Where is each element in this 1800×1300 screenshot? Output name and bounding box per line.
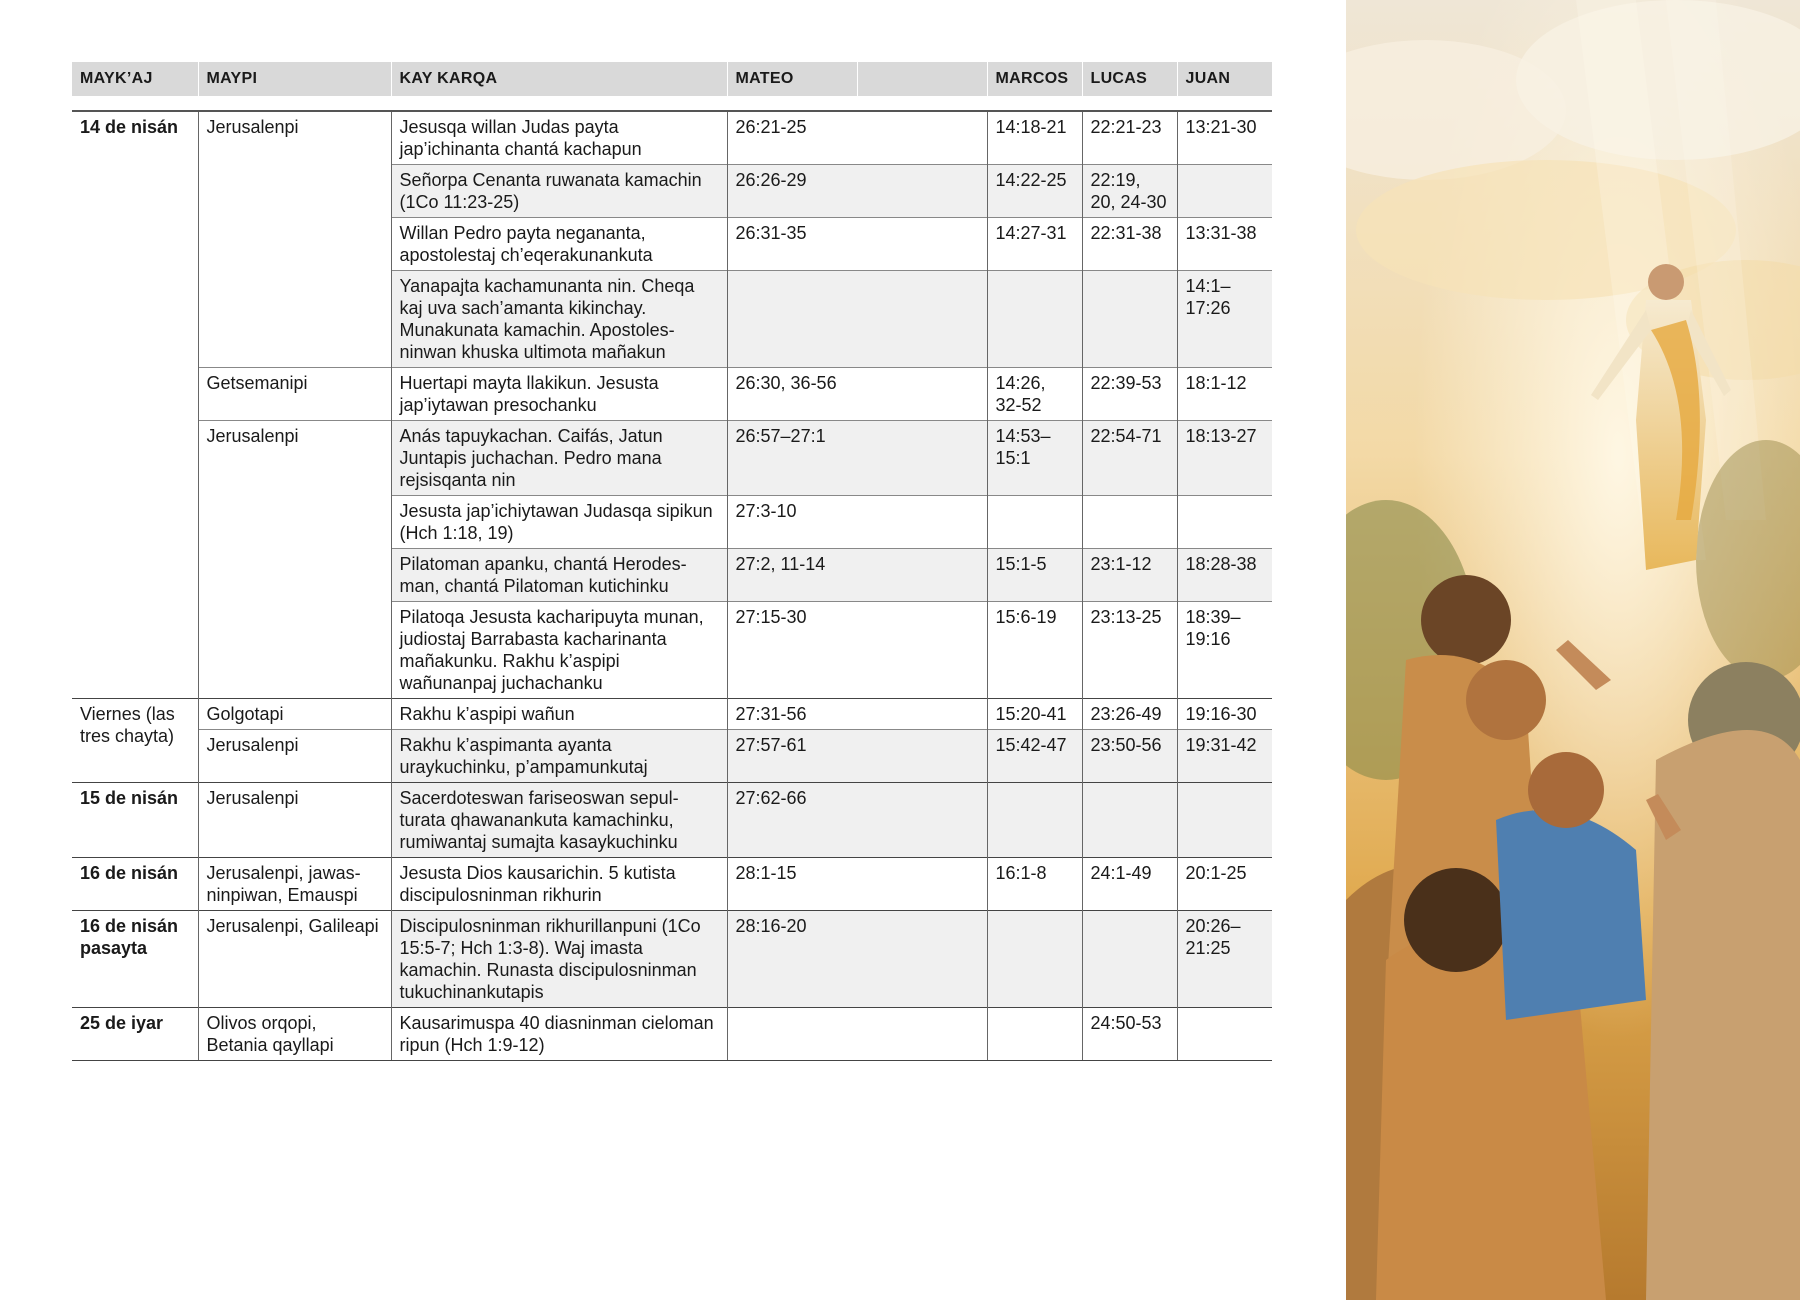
header-juan: JUAN <box>1177 62 1272 96</box>
header-date: MAYK’AJ <box>72 62 198 96</box>
juan-cell: 20:1-25 <box>1177 858 1272 911</box>
table-row <box>72 783 1272 858</box>
header-lucas: LUCAS <box>1082 62 1177 96</box>
header-marcos: MARCOS <box>987 62 1082 96</box>
mateo-cell: 26:30, 36-56 <box>727 368 987 421</box>
marcos-cell <box>987 783 1082 858</box>
marcos-cell <box>987 271 1082 368</box>
lucas-cell: 23:13-25 <box>1082 602 1177 699</box>
lucas-cell <box>1082 496 1177 549</box>
juan-cell <box>1177 783 1272 858</box>
lucas-cell: 22:21-23 <box>1082 111 1177 165</box>
juan-cell: 14:1–17:26 <box>1177 271 1272 368</box>
lucas-cell <box>1082 271 1177 368</box>
lucas-cell: 23:26-49 <box>1082 699 1177 730</box>
event-cell: Yanapajta kachamunanta nin. Cheqa kaj uva sach’amanta kikinchay. Munakunata kamachin. Apostoles-ninwan khuska ultimota mañakun <box>391 271 727 368</box>
place-cell: Olivos orqopi, Betania qayllapi <box>198 1008 391 1061</box>
juan-cell: 13:31-38 <box>1177 218 1272 271</box>
event-cell: Rakhu k’aspimanta ayanta uraykuchinku, p’ampamunkutaj <box>391 730 727 783</box>
mateo-cell: 26:26-29 <box>727 165 987 218</box>
place-cell: Jerusalenpi <box>198 730 391 783</box>
mateo-cell: 26:31-35 <box>727 218 987 271</box>
lucas-cell: 22:19, 20, 24-30 <box>1082 165 1177 218</box>
marcos-cell: 15:42-47 <box>987 730 1082 783</box>
gospel-chronology-table-wrapper <box>72 62 1272 1061</box>
event-cell: Pilatoqa Jesusta kacharipuyta munan, judiostaj Barrabasta kacharinanta mañakunku. Rakhu k’aspipi wañunanpaj juchachanku <box>391 602 727 699</box>
table-row <box>72 421 1272 496</box>
marcos-cell: 16:1-8 <box>987 858 1082 911</box>
lucas-cell <box>1082 783 1177 858</box>
mateo-cell: 27:15-30 <box>727 602 987 699</box>
mateo-cell: 27:2, 11-14 <box>727 549 987 602</box>
event-cell: Jesusta Dios kausarichin. 5 kutista discipulosninman rikhurin <box>391 858 727 911</box>
juan-cell: 18:1-12 <box>1177 368 1272 421</box>
place-cell: Jerusalenpi <box>198 111 391 368</box>
event-cell: Pilatoman apanku, chantá Herodes-man, chantá Pilatoman kutichinku <box>391 549 727 602</box>
mateo-cell <box>727 1008 987 1061</box>
mateo-cell: 26:21-25 <box>727 111 987 165</box>
date-cell: 15 de nisán <box>72 783 198 858</box>
event-cell: Willan Pedro payta negananta, apostolestaj ch’eqerakunankuta <box>391 218 727 271</box>
marcos-cell: 15:20-41 <box>987 699 1082 730</box>
lucas-cell: 22:39-53 <box>1082 368 1177 421</box>
mateo-cell: 27:57-61 <box>727 730 987 783</box>
place-cell: Jerusalenpi <box>198 783 391 858</box>
place-cell: Jerusalenpi <box>198 421 391 699</box>
juan-cell: 20:26–21:25 <box>1177 911 1272 1008</box>
date-cell: 16 de nisán pasayta <box>72 911 198 1008</box>
place-cell: Golgotapi <box>198 699 391 730</box>
gospel-chronology-table <box>72 62 1272 1061</box>
marcos-cell: 15:1-5 <box>987 549 1082 602</box>
lucas-cell <box>1082 911 1177 1008</box>
event-cell: Discipulosninman rikhurillanpuni (1Co 15:5-7; Hch 1:3-8). Waj imasta kamachin. Runasta discipulosninman tukuchinankutapis <box>391 911 727 1008</box>
event-cell: Sacerdoteswan fariseoswan sepul-turata qhawanankuta kamachinku, rumiwantaj sumajta kasaykuchinku <box>391 783 727 858</box>
header-place: MAYPI <box>198 62 391 96</box>
event-cell: Anás tapuykachan. Caifás, Jatun Juntapis juchachan. Pedro mana rejsisqanta nin <box>391 421 727 496</box>
marcos-cell: 14:22-25 <box>987 165 1082 218</box>
place-cell: Jerusalenpi, Galileapi <box>198 911 391 1008</box>
table-row <box>72 1008 1272 1061</box>
date-cell <box>72 368 198 699</box>
ascension-illustration <box>1346 0 1800 1300</box>
lucas-cell: 22:31-38 <box>1082 218 1177 271</box>
lucas-cell: 24:50-53 <box>1082 1008 1177 1061</box>
mateo-cell: 26:57–27:1 <box>727 421 987 496</box>
header-mateo: MATEO <box>727 62 857 96</box>
mateo-cell: 28:1-15 <box>727 858 987 911</box>
juan-cell: 18:39–19:16 <box>1177 602 1272 699</box>
table-row <box>72 730 1272 783</box>
ascension-illustration-svg <box>1346 0 1800 1300</box>
date-cell: Viernes (las tres chayta) <box>72 699 198 783</box>
lucas-cell: 24:1-49 <box>1082 858 1177 911</box>
lucas-cell: 23:1-12 <box>1082 549 1177 602</box>
marcos-cell: 14:27-31 <box>987 218 1082 271</box>
place-cell: Jerusalenpi, jawas-ninpiwan, Emauspi <box>198 858 391 911</box>
juan-cell: 18:13-27 <box>1177 421 1272 496</box>
juan-cell: 19:31-42 <box>1177 730 1272 783</box>
date-cell: 25 de iyar <box>72 1008 198 1061</box>
table-row <box>72 911 1272 1008</box>
event-cell: Rakhu k’aspipi wañun <box>391 699 727 730</box>
marcos-cell: 14:53–15:1 <box>987 421 1082 496</box>
mateo-cell: 27:3-10 <box>727 496 987 549</box>
juan-cell: 19:16-30 <box>1177 699 1272 730</box>
juan-cell <box>1177 1008 1272 1061</box>
juan-cell: 18:28-38 <box>1177 549 1272 602</box>
juan-cell <box>1177 496 1272 549</box>
event-cell: Kausarimuspa 40 diasninman cieloman ripun (Hch 1:9-12) <box>391 1008 727 1061</box>
date-cell: 14 de nisán <box>72 111 198 368</box>
mateo-cell: 28:16-20 <box>727 911 987 1008</box>
event-cell: Huertapi mayta llakikun. Jesusta jap’iytawan presochanku <box>391 368 727 421</box>
place-cell: Getsemanipi <box>198 368 391 421</box>
header-blank <box>857 62 987 96</box>
lucas-cell: 23:50-56 <box>1082 730 1177 783</box>
juan-cell <box>1177 165 1272 218</box>
marcos-cell <box>987 1008 1082 1061</box>
date-cell: 16 de nisán <box>72 858 198 911</box>
marcos-cell: 14:18-21 <box>987 111 1082 165</box>
table-row <box>72 111 1272 165</box>
event-cell: Jesusqa willan Judas payta jap’ichinanta chantá kachapun <box>391 111 727 165</box>
table-row <box>72 699 1272 730</box>
table-row <box>72 858 1272 911</box>
table-header-row <box>72 62 1272 96</box>
event-cell: Señorpa Cenanta ruwanata kamachin (1Co 11:23-25) <box>391 165 727 218</box>
lucas-cell: 22:54-71 <box>1082 421 1177 496</box>
header-event: KAY KARQA <box>391 62 727 96</box>
mateo-cell: 27:62-66 <box>727 783 987 858</box>
marcos-cell: 14:26, 32-52 <box>987 368 1082 421</box>
mateo-cell: 27:31-56 <box>727 699 987 730</box>
event-cell: Jesusta jap’ichiytawan Judasqa sipikun (Hch 1:18, 19) <box>391 496 727 549</box>
juan-cell: 13:21-30 <box>1177 111 1272 165</box>
marcos-cell: 15:6-19 <box>987 602 1082 699</box>
marcos-cell <box>987 496 1082 549</box>
marcos-cell <box>987 911 1082 1008</box>
table-row <box>72 368 1272 421</box>
mateo-cell <box>727 271 987 368</box>
